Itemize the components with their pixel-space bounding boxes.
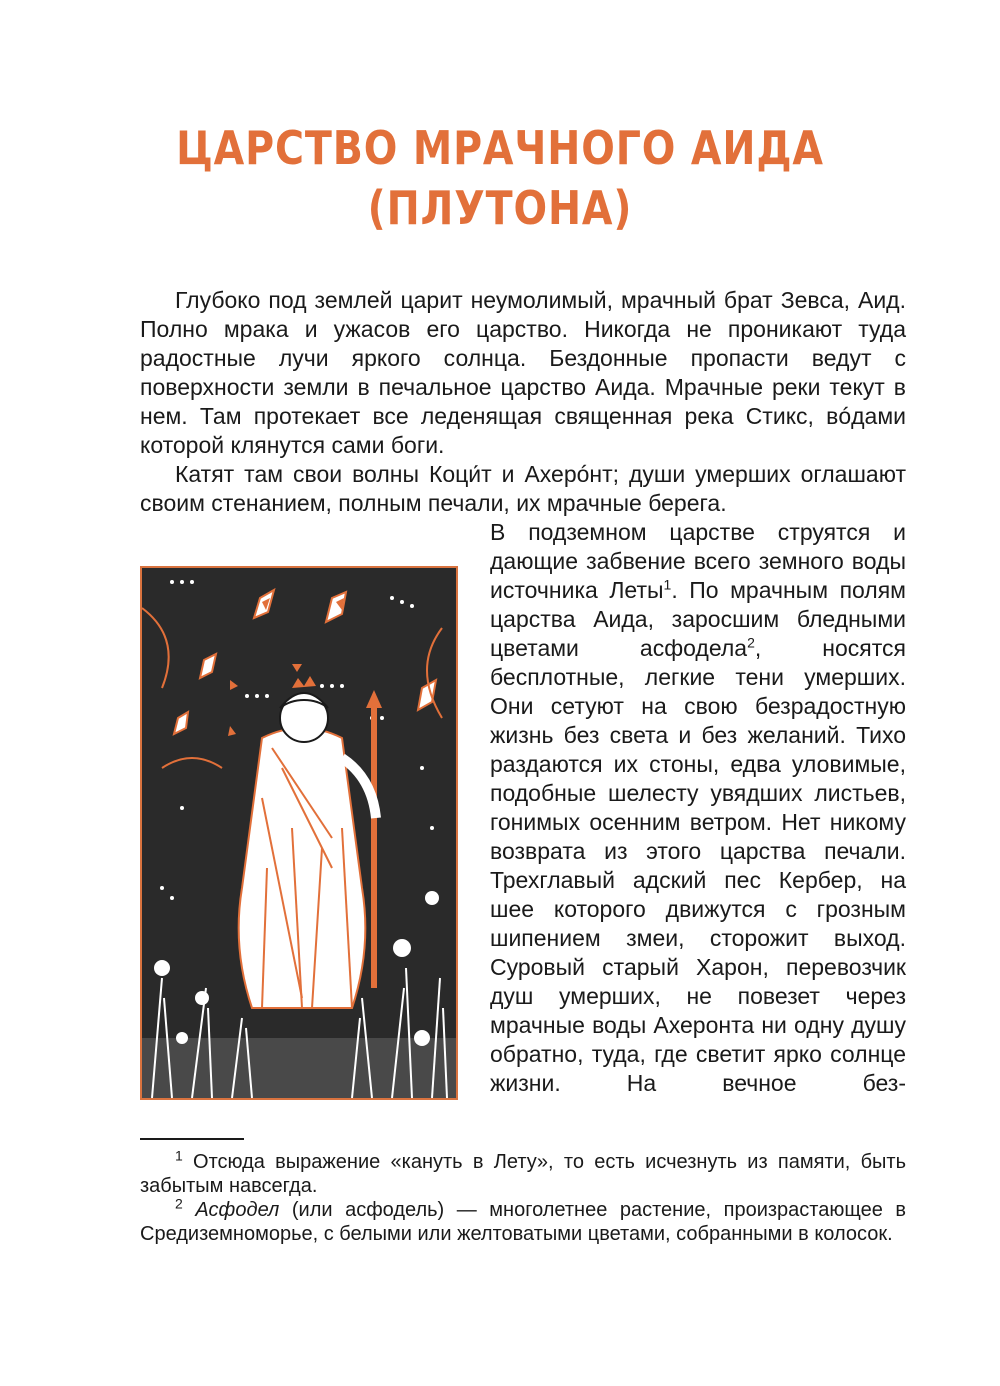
footnote-ref-2[interactable]: 2 <box>747 634 755 651</box>
footnote-ref-1[interactable]: 1 <box>663 576 672 593</box>
paragraph-2-text-a: В подземном царстве струятся и дающие забвение всего земного воды источника Леты <box>490 519 906 603</box>
paragraph-2-text-c: , носятся бесплотные, легкие тени умерших. Они сетуют на свою безрадостную жизнь без света и без желаний. Тихо раздаются их стоны, едва уловимые, подобные шелесту увядших листьев, гонимых осенним ветром. Нет никому возврата из этого царства печали. Трехглавый адский пес Кербер, на шее которого движутся с грозным шипением змеи, сторожит выход. Суровый старый Харон, перевозчик душ умерших, не повезет через мрачные воды Ахеронта ни одну душу обратно, туда, где светит ярко солнце жизни. На вечное без- <box>490 635 906 1096</box>
hades-illustration-icon <box>142 568 456 1098</box>
footnote-2 <box>140 1195 906 1246</box>
paragraph-2-continuation <box>490 518 906 1098</box>
footnote-2-term: Асфодел <box>195 1199 280 1221</box>
hades-illustration <box>140 566 458 1100</box>
footnote-1-number: 1 <box>175 1147 183 1164</box>
footnote-1 <box>140 1147 906 1198</box>
footnote-1-text: Отсюда выражение «кануть в Лету», то есть исчезнуть из памяти, быть забытым навсегда. <box>140 1151 906 1197</box>
title-line-1: ЦАРСТВО МРАЧНОГО АИДА <box>176 121 824 175</box>
paragraph-1: Глубоко под землей царит неумолимый, мрачный брат Зевса, Аид. Полно мрака и ужасов его царство. Никогда не проникают туда радостные лучи яркого солнца. Бездонные пропасти ведут с поверхности земли в печальное царство Аида. Мрачные реки текут в нем. Там протекает все леденящая священная река Стикс, вóдами которой клянутся сами боги. <box>140 287 906 458</box>
paragraph-2-text-b: . По мрачным полям царства Аида, заросшим бледными цветами асфодела <box>490 577 906 661</box>
footnote-2-text: (или асфодель) — многолетнее растение, произрастающее в Средиземноморье, с белыми или желтоватыми цветами, собранными в колосок. <box>140 1199 906 1245</box>
title-line-2: (ПЛУТОНА) <box>367 181 633 235</box>
page-title <box>70 118 930 238</box>
footnote-2-number: 2 <box>175 1195 183 1212</box>
footnote-divider <box>140 1138 244 1140</box>
paragraph-2: Катят там свои волны Коци́т и Ахерóнт; души умерших оглашают своим стенанием, полным печали, их мрачные берега. <box>140 461 906 516</box>
